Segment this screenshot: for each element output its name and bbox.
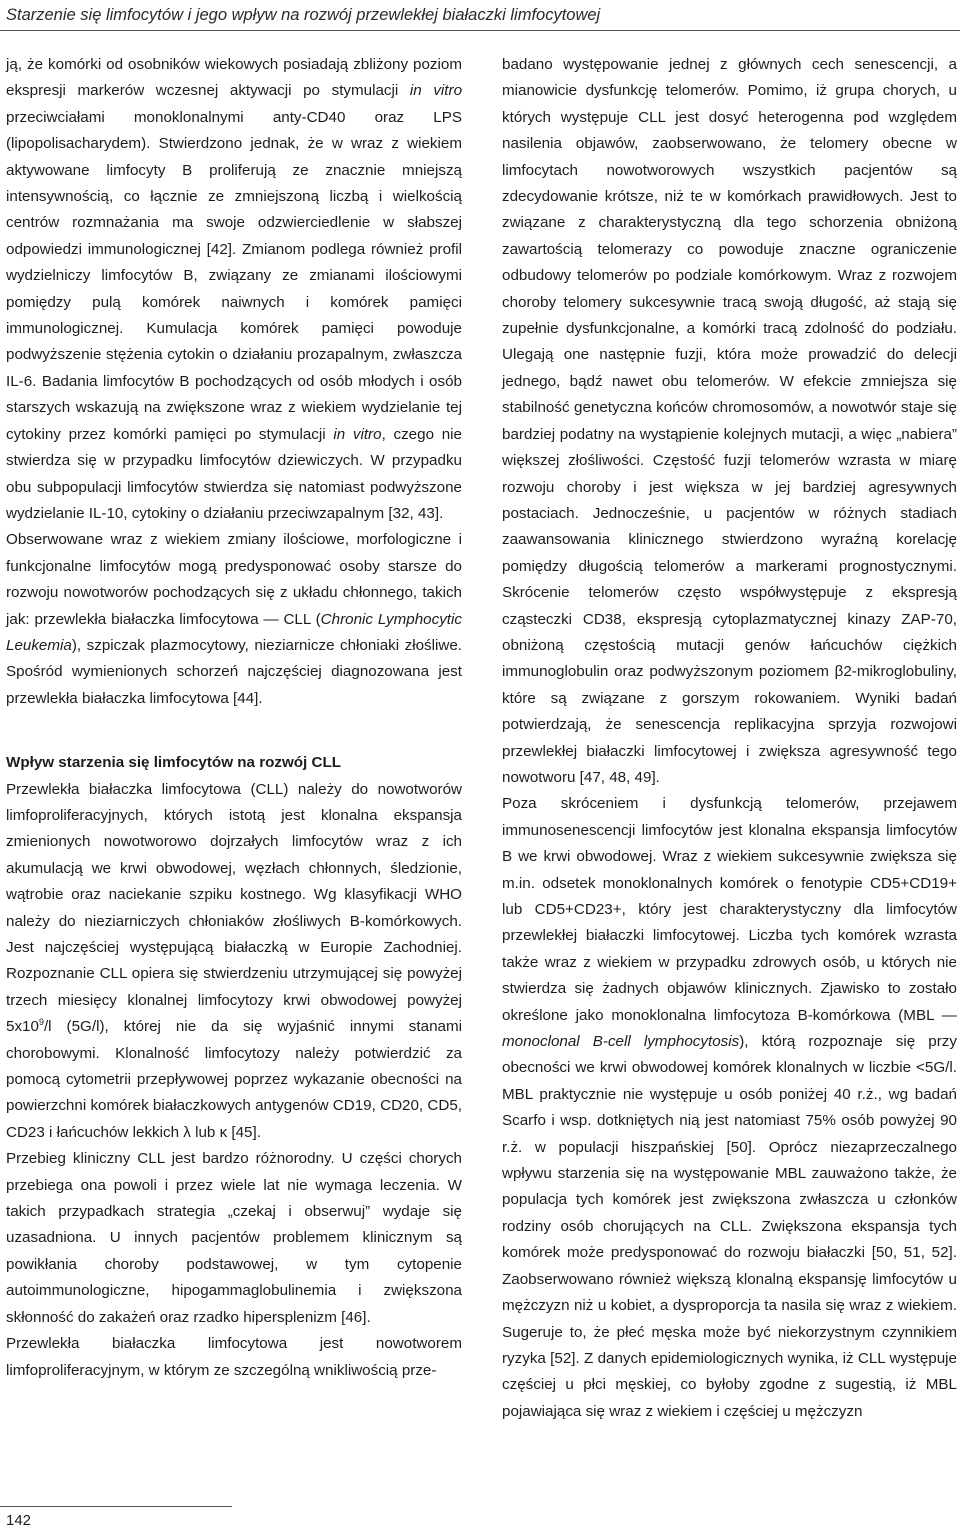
right-column (502, 52, 957, 1425)
page-number: 142 (6, 1512, 32, 1529)
left-column (6, 52, 462, 1384)
right-paragraph-2 (502, 791, 957, 1425)
header-divider (0, 30, 960, 31)
text-run: Poza skróceniem i dysfunkcją telomerów, przejawem immunosenescencji limfocytów jest klonalna ekspansja limfocytów B we krwi obwodowej. Wraz z wiekiem sukcesywnie zwiększa się m.in. odsetek monoklonalnych komórek o fenotypie CD5+CD19+ lub CD5+CD23+, który jest charakterystyczny dla limfocytów przewlekłej białaczki limfocytowej. Liczba tych komórek wzrasta także wraz z wiekiem w przypadku zdrowych osób, u których nie stwierdza się żadnych objawów klinicznych. Zjawisko to zostało określone jako monoklonalna limfocytoza B-komórkowa (MBL — (502, 795, 957, 1024)
left-paragraph-4: Przebieg kliniczny CLL jest bardzo różnorodny. U części chorych przebiega ona powoli i przez wiele lat nie wymaga leczenia. W takich przypadkach strategia „czekaj i obserwuj” wydaje się uzasadniona. U innych pacjentów problemem klinicznym są powikłania choroby podstawowej, w tym cytopenie autoimmunologiczne, hipogammaglobulinemia i zwiększona skłonność do zakażeń oraz rzadko hipersplenizm [46]. (6, 1150, 462, 1326)
superscript-exponent: 9 (38, 1017, 44, 1028)
footer-divider (0, 1506, 232, 1507)
text-run: ), którą rozpoznaje się przy obecności we krwi obwodowej komórek klonalnych w liczbie <5G/l. MBL praktycznie nie występuje u osób poniżej 40 r.ż., wg badań Scarfo i wsp. dotkniętych nią jest natomiast 75% osób powyżej 90 r.ż. w populacji hiszpańskiej [50]. Oprócz niezaprzeczalnego wpływu starzenia się na występowanie MBL zauważono także, że populacja tych komórek jest zwiększona zwłaszcza u członków rodziny osób chorujących na CLL. Zwiększona ekspansja tych komórek może predysponować do rozwoju białaczki [50, 51, 52]. Zaobserwowano również większą klonalną ekspansję limfocytów u mężczyzn niż u kobiet, a dysproporcja ta nasila się wraz z wiekiem. Sugeruje to, że płeć męska może być niekorzystnym czynnikiem ryzyka [52]. Z danych epidemiologicznych wynika, iż CLL występuje częściej u płci męskiej, co byłoby zgodne z sugestią, iż MBL pojawiająca się wraz z wiekiem i częściej u mężczyzn (502, 1033, 957, 1420)
italic-term: in vitro (409, 82, 463, 100)
left-paragraph-1 (6, 52, 462, 527)
running-header-title: Starzenie się limfocytów i jego wpływ na rozwój przewlekłej białaczki limfocytowej (6, 6, 601, 24)
text-run: /l (5G/l), której nie da się wyjaśnić innymi stanami chorobowymi. Klonalność limfocytozy należy potwierdzić za pomocą cytometrii przepływowej poprzez wykazanie obecności na powierzchni komórek białaczkowych antygenów CD19, CD20, CD5, CD23 i łańcuchów lekkich λ lub κ [45]. (6, 1018, 462, 1141)
text-run: , czego nie stwierdza się w przypadku limfocytów dziewiczych. W przypadku obu subpopulacji limfocytów stwierdza się natomiast podwyższone wydzielanie IL-10, cytokiny o działaniu przeciwzapalnym [32, 43]. (6, 425, 462, 522)
italic-term: monoclonal B-cell lymphocytosis (502, 1033, 740, 1051)
right-paragraph-1: badano występowanie jednej z głównych cech senescencji, a mianowicie dysfunkcję telomerów. Pomimo, iż grupa chorych, u których występuje CLL jest dosyć heterogenna pod względem nasilenia objawów, zaobserwowano, że telomery obecne w limfocytach nowotworowych wszystkich pacjentów są zdecydowanie krótsze, niż te w komórkach prawidłowych. Jest to związane z charakterystyczną dla tego schorzenia obniżoną zawartością telomerazy co powoduje znaczne ograniczenie odbudowy telomerów po podziale komórkowym. Wraz z rozwojem choroby telomery sukcesywnie tracą swoją długość, aż stają się zupełnie dysfunkcjonalne, a komórki tracą zdolność do podziału. Ulegają one następnie fuzji, która może prowadzić do delecji jednego, bądź nawet obu telomerów. W efekcie zmniejsza się stabilność genetyczna końców chromosomów, a nowotwór staje się bardziej podatny na wystąpienie kolejnych mutacji, a więc „nabiera” większej złośliwości. Częstość fuzji telomerów wzrasta w miarę rozwoju choroby i jest większa w jej bardziej agresywnych postaciach. Jednocześnie, u pacjentów w różnych stadiach zaawansowania klinicznego stwierdzono wyraźną korelację pomiędzy długością telomerów a markerami prognostycznymi. Skrócenie telomerów często współwystępuje z ekspresją cząsteczki CD38, ekspresją cytoplazmatycznej kinazy ZAP-70, obniżoną częstością mutacji genów łańcuchów ciężkich immunoglobulin oraz podwyższonym poziomem β2-mikroglobuliny, które są związane z gorszym rokowaniem. Wyniki badań potwierdzają, że senescencja replikacyjna sprzyja rozwojowi przewlekłej białaczki limfocytowej i zwiększa agresywność tego nowotworu [47, 48, 49]. (502, 56, 957, 786)
section-heading: Wpływ starzenia się limfocytów na rozwój CLL (6, 754, 342, 772)
italic-term: Chronic Lymphocytic Leukemia (6, 610, 462, 654)
text-run: Obserwowane wraz z wiekiem zmiany ilościowe, morfologiczne i funkcjonalne limfocytów mogą predysponować osoby starsze do rozwoju nowotworów pochodzących się z układu chłonnego, takich jak: przewlekła białaczka limfocytowa — CLL ( (6, 531, 462, 628)
left-paragraph-5: Przewlekła białaczka limfocytowa jest nowotworem limfoproliferacyjnym, w którym ze szczególną wnikliwością prze- (6, 1335, 462, 1379)
text-run: ją, że komórki od osobników wiekowych posiadają zbliżony poziom ekspresji markerów wczesnej aktywacji po stymulacji (6, 56, 462, 100)
text-run: przeciwciałami monoklonalnymi anty-CD40 oraz LPS (lipopolisacharydem). Stwierdzono jednak, że w wraz z wiekiem aktywowane limfocyty B proliferują ze znacznie mniejszą intensywnością, co łącznie ze zmniejszoną liczbą i wielkością centrów rozmnażania ma swoje odzwierciedlenie w słabszej odpowiedzi immunologicznej [42]. Zmianom podlega również profil wydzielniczy limfocytów B, związany ze zmianami ilościowymi pomiędzy pulą komórek naiwnych i komórek pamięci immunologicznej. Kumulacja komórek pamięci powoduje podwyższenie stężenia cytokin o działaniu prozapalnym, zwłaszcza IL-6. Badania limfocytów B pochodzących od osób młodych i osób starszych wskazują na zwiększone wraz z wiekiem wydzielanie tej cytokiny przez komórki pamięci po stymulacji (6, 108, 462, 443)
left-paragraph-2 (6, 527, 462, 712)
text-run: ), szpiczak plazmocytowy, nieziarnicze chłoniaki złośliwe. Spośród wymienionych schorzeń najczęściej diagnozowana jest przewlekła białaczka limfocytowa [44]. (6, 636, 462, 707)
italic-term: in vitro (333, 425, 382, 443)
left-paragraph-3 (6, 777, 462, 1147)
text-run: Przewlekła białaczka limfocytowa (CLL) należy do nowotworów limfoproliferacyjnych, których istotą jest klonalna ekspansja zmienionych nowotworowo dojrzałych limfocytów wraz z ich akumulacją we krwi obwodowej, węzłach chłonnych, śledzionie, wątrobie oraz naciekanie szpiku kostnego. Wg klasyfikacji WHO należy do nieziarniczych chłoniaków złośliwych B-komórkowych. Jest najczęściej występującą białaczką w Europie Zachodniej. Rozpoznanie CLL opiera się stwierdzeniu utrzymującej się powyżej trzech miesięcy klonalnej limfocytozy krwi obwodowej powyżej 5x10 (6, 780, 462, 1036)
